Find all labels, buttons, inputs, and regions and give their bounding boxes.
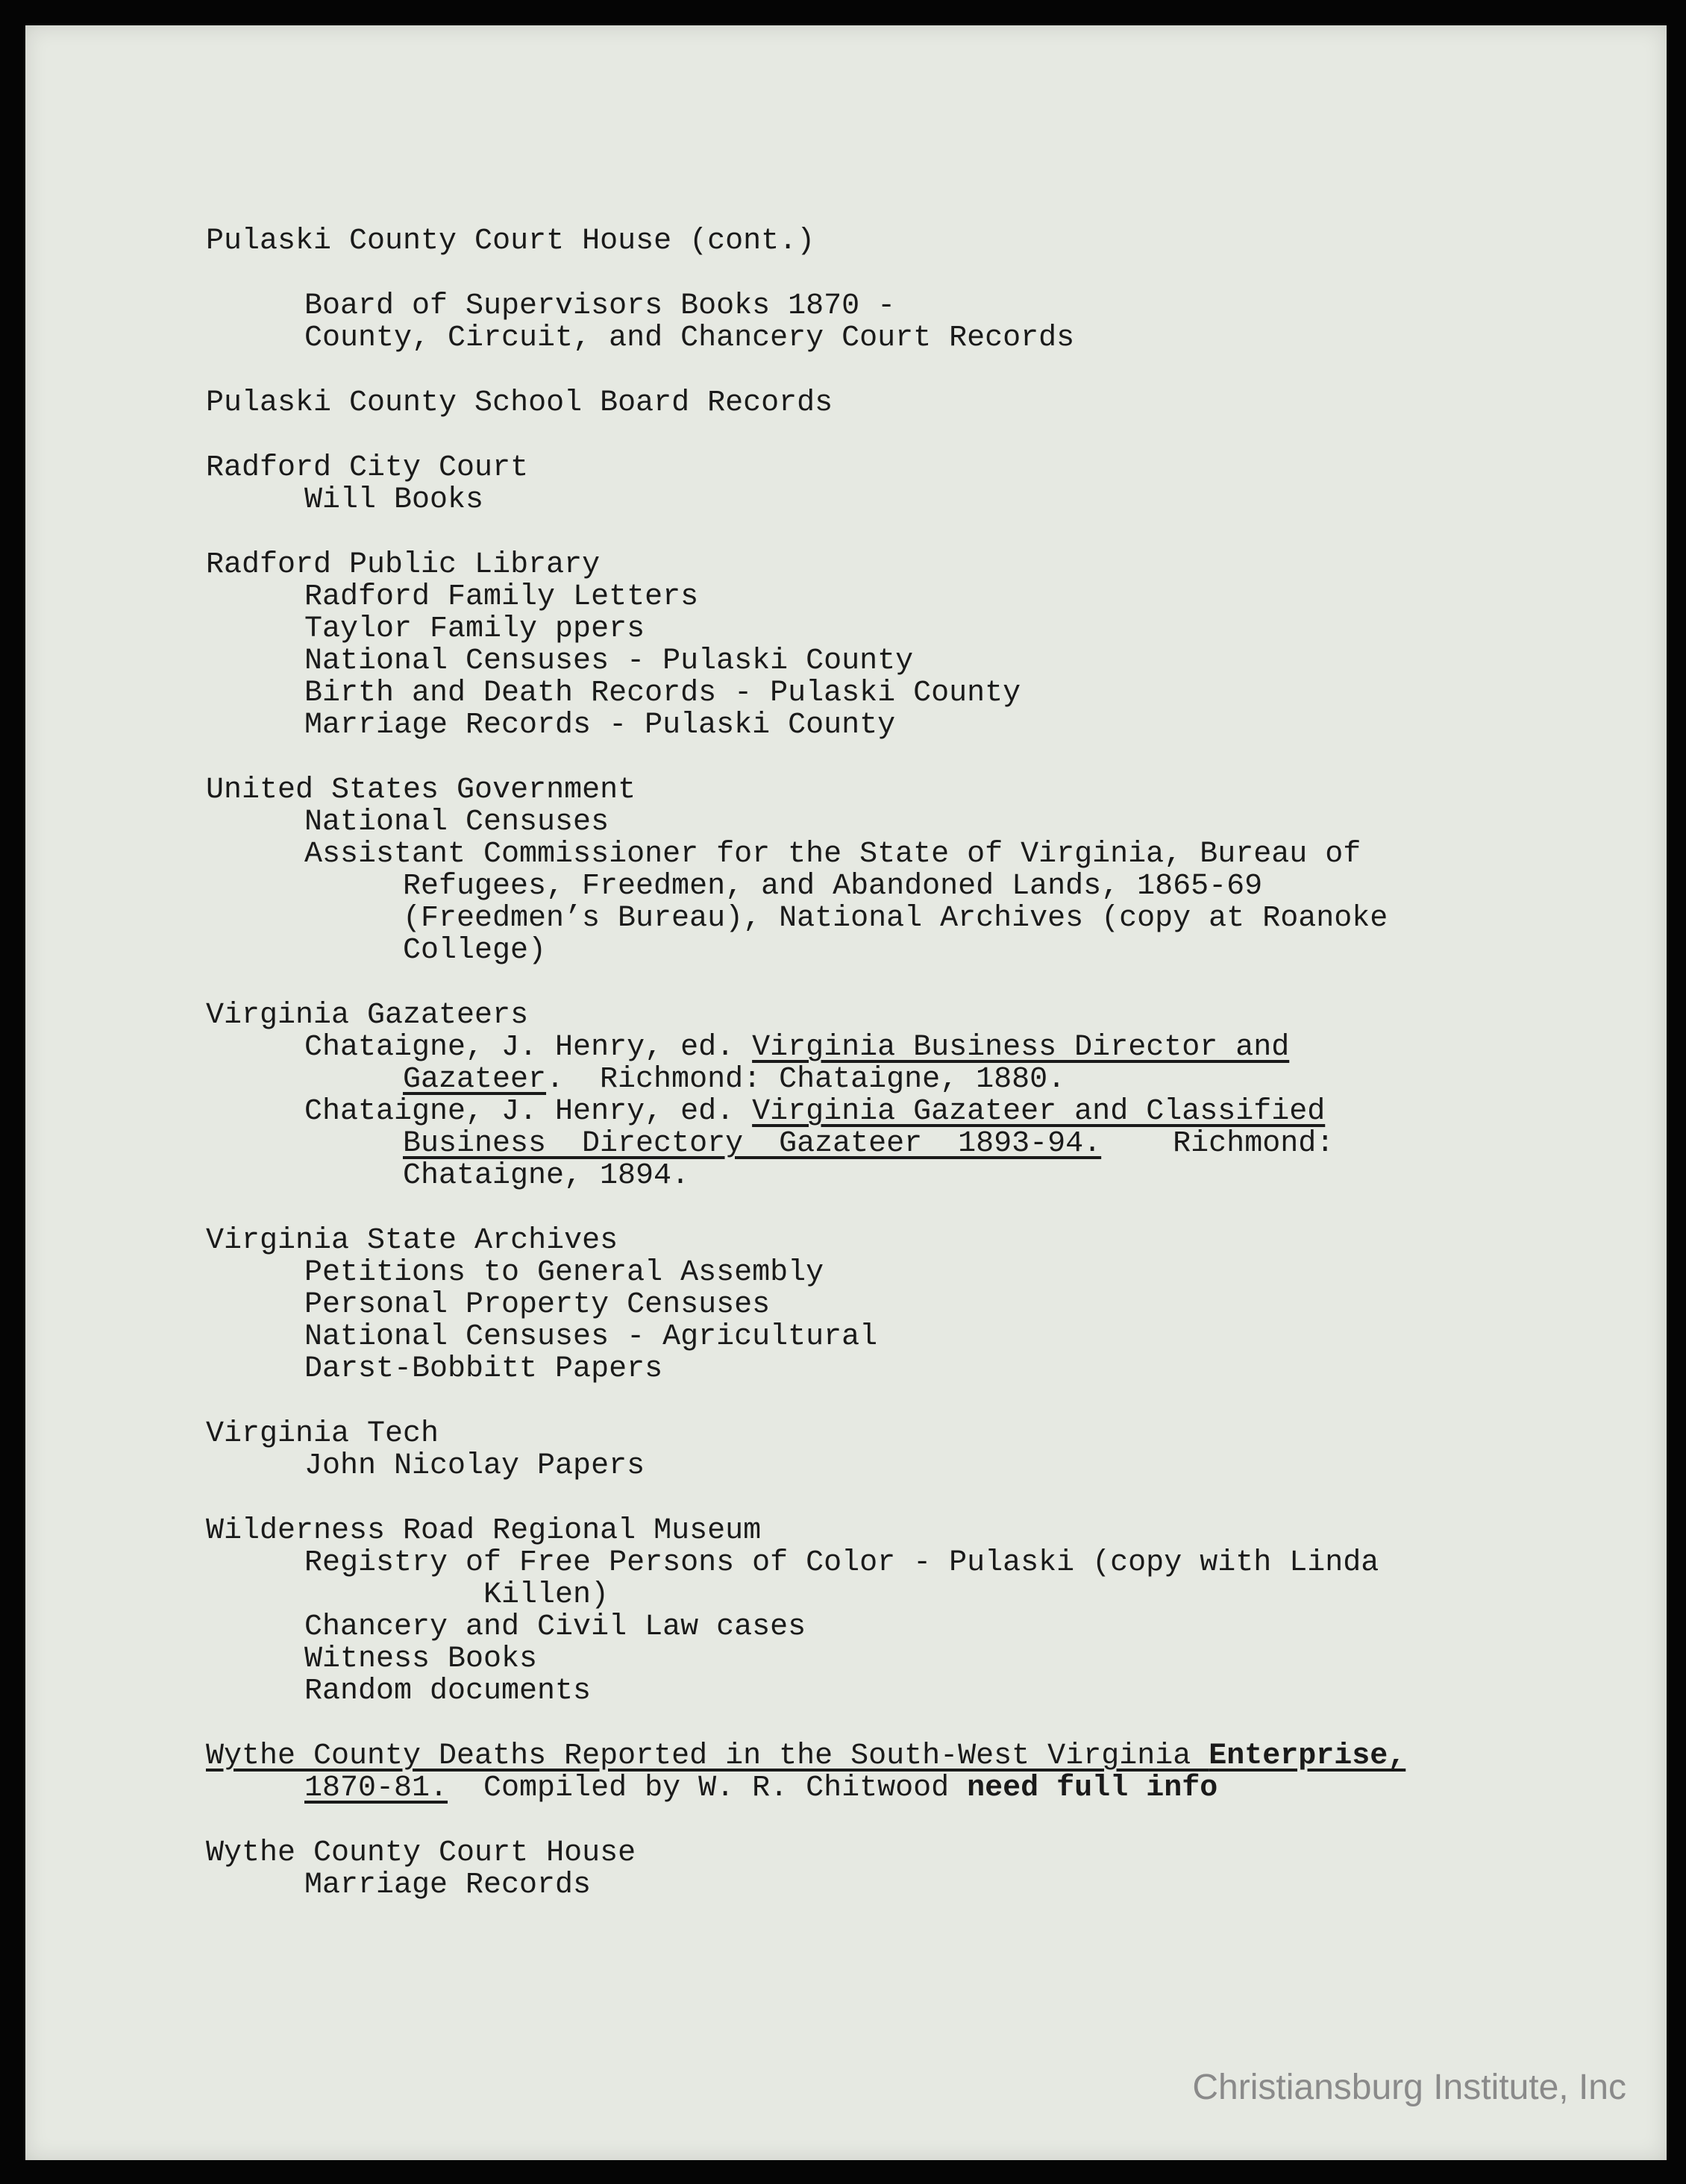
citation-author: Chataigne, J. Henry, ed. [304, 1095, 753, 1129]
citation-continuation [206, 1064, 1549, 1096]
list-item: National Censuses - Pulaski County [304, 644, 914, 678]
citation-publisher: . Richmond: Chataigne, 1880. [546, 1063, 1066, 1096]
list-item: Board of Supervisors Books 1870 - [304, 289, 896, 323]
section-heading: Pulaski County Court House (cont.) [206, 225, 815, 258]
citation-continuation [206, 1128, 1549, 1160]
citation-continuation: Chataigne, 1894. [403, 1159, 690, 1193]
section-heading [206, 1740, 1549, 1772]
citation-compiler: Compiled by W. R. Chitwood [448, 1772, 968, 1805]
list-item: Marriage Records - Pulaski County [304, 709, 896, 742]
section-heading: Wythe County Court House [206, 1836, 636, 1870]
list-item: Witness Books [304, 1642, 538, 1676]
list-item: Birth and Death Records - Pulaski County [304, 677, 1021, 710]
list-item: Marriage Records [304, 1868, 592, 1902]
citation-entry [206, 1096, 1549, 1128]
citation-publisher: Richmond: [1101, 1127, 1335, 1161]
list-item: County, Circuit, and Chancery Court Records [304, 321, 1075, 355]
list-item: John Nicolay Papers [304, 1449, 645, 1483]
section-heading: Pulaski County School Board Records [206, 386, 833, 420]
section-heading: United States Government [206, 774, 636, 807]
list-item: Registry of Free Persons of Color - Pulaski (copy with Linda [304, 1546, 1379, 1580]
list-item: Will Books [304, 483, 484, 517]
note-text: need full info [967, 1772, 1218, 1805]
section-heading: Virginia Gazateers [206, 999, 529, 1032]
section-heading: Virginia State Archives [206, 1224, 618, 1258]
list-item-continuation: (Freedmen’s Bureau), National Archives (copy at Roanoke [403, 902, 1388, 935]
document-page [25, 25, 1667, 2160]
list-item: Random documents [304, 1675, 592, 1708]
citation-years: 1870-81. [304, 1772, 448, 1805]
list-item: Assistant Commissioner for the State of Virginia, Bureau of [304, 838, 1361, 871]
citation-entry [206, 1032, 1549, 1064]
list-item: National Censuses - Agricultural [304, 1320, 878, 1354]
list-item: Taylor Family ppers [304, 612, 645, 646]
list-item: Personal Property Censuses [304, 1288, 771, 1322]
list-item: National Censuses [304, 806, 609, 839]
heading-bold-text: Enterprise, [1209, 1739, 1406, 1773]
list-item: Darst-Bobbitt Papers [304, 1352, 663, 1386]
watermark: Christiansburg Institute, Inc [1192, 2068, 1626, 2107]
section-heading: Virginia Tech [206, 1417, 439, 1451]
list-item-continuation: Killen) [483, 1578, 609, 1612]
heading-text: Wythe County Deaths Reported in the South-West Virginia [206, 1739, 1209, 1773]
section-heading: Radford City Court [206, 451, 529, 485]
section-heading: Radford Public Library [206, 548, 601, 582]
citation-title: Virginia Business Director and [752, 1031, 1290, 1064]
list-item: Petitions to General Assembly [304, 1256, 824, 1290]
citation-title: Business Directory Gazateer 1893-94. [403, 1127, 1102, 1161]
citation-title: Gazateer [403, 1063, 547, 1096]
section-heading: Wilderness Road Regional Museum [206, 1514, 762, 1548]
list-item: Radford Family Letters [304, 580, 699, 614]
document-body [206, 225, 1549, 1901]
citation-author: Chataigne, J. Henry, ed. [304, 1031, 753, 1064]
list-item-continuation: College) [403, 934, 547, 967]
list-item: Chancery and Civil Law cases [304, 1610, 806, 1644]
citation-continuation [206, 1772, 1549, 1804]
list-item-continuation: Refugees, Freedmen, and Abandoned Lands, 1865-69 [403, 870, 1263, 903]
citation-title: Virginia Gazateer and Classified [752, 1095, 1326, 1129]
